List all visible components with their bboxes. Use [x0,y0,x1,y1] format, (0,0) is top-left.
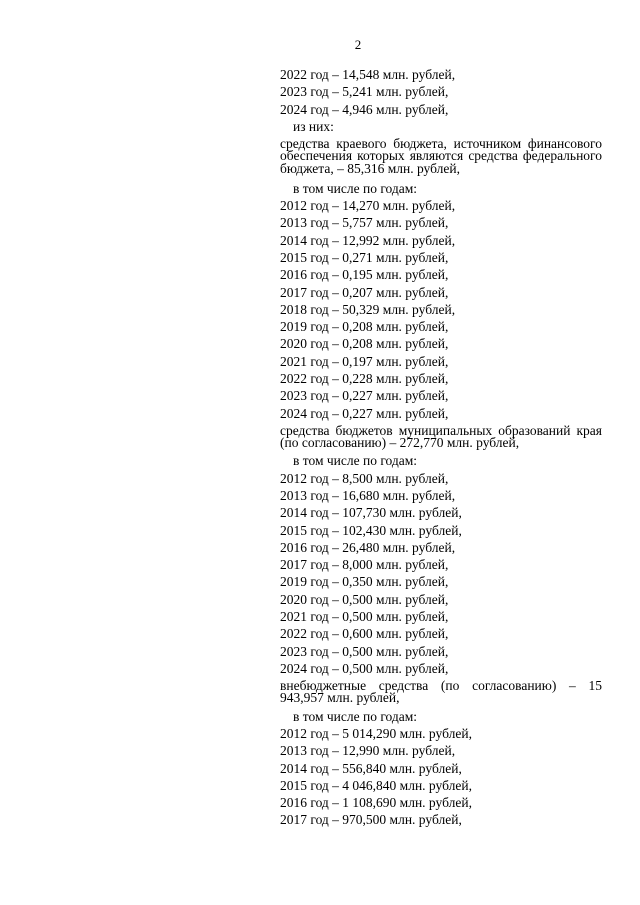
municipal-year-line: 2021 год – 0,500 млн. рублей, [280,609,449,625]
offbudget-year-line: 2015 год – 4 046,840 млн. рублей, [280,777,472,793]
federal-year-line: 2015 год – 0,271 млн. рублей, [280,249,449,265]
municipal-year-line: 2022 год – 0,600 млн. рублей, [280,626,449,642]
federal-year-line: 2021 год – 0,197 млн. рублей, [280,353,449,369]
year-line-2022: 2022 год – 14,548 млн. рублей, [280,67,456,82]
municipal-year-line: 2016 год – 26,480 млн. рублей, [280,539,456,555]
federal-year-line: 2017 год – 0,207 млн. рублей, [280,284,449,300]
municipal-year-line: 2014 год – 107,730 млн. рублей, [280,505,462,521]
offbudget-year-line: 2014 год – 556,840 млн. рублей, [280,760,462,776]
offbudget-year-line: 2012 год – 5 014,290 млн. рублей, [280,725,472,741]
municipal-funds-paragraph: средства бюджетов муниципальных образований края (по согласованию) – 272,770 млн. рублей, [280,422,602,451]
municipal-year-line: 2013 год – 16,680 млн. рублей, [280,487,456,503]
document-body [280,66,602,829]
offbudget-year-line: 2016 год – 1 108,690 млн. рублей, [280,795,472,811]
municipal-year-line: 2012 год – 8,500 млн. рублей, [280,470,449,486]
federal-year-line: 2019 год – 0,208 млн. рублей, [280,319,449,335]
in-years-label: в том числе по годам: [293,180,418,196]
municipal-year-line: 2019 год – 0,350 млн. рублей, [280,574,449,590]
federal-year-line: 2013 год – 5,757 млн. рублей, [280,215,449,231]
federal-year-line: 2023 год – 0,227 млн. рублей, [280,388,449,404]
federal-funds-paragraph: средства краевого бюджета, источником финансового обеспечения которых являются средства федерального бюджета, – 85,316 млн. рублей, [280,136,602,176]
page-number: 2 [354,37,362,52]
federal-year-line: 2018 год – 50,329 млн. рублей, [280,301,456,317]
municipal-year-line: 2015 год – 102,430 млн. рублей, [280,522,462,538]
federal-year-line: 2012 год – 14,270 млн. рублей, [280,198,456,214]
federal-year-line: 2022 год – 0,228 млн. рублей, [280,371,449,387]
year-line-2023: 2023 год – 5,241 млн. рублей, [280,84,449,100]
federal-year-line: 2014 год – 12,992 млн. рублей, [280,232,456,248]
offbudget-year-line: 2017 год – 970,500 млн. рублей, [280,812,462,828]
offbudget-funds-paragraph: внебюджетные средства (по согласованию) – 15 943,957 млн. рублей, [280,678,602,706]
federal-year-line: 2016 год – 0,195 млн. рублей, [280,267,449,283]
municipal-year-line: 2024 год – 0,500 млн. рублей, [280,660,449,676]
year-line-2024: 2024 год – 4,946 млн. рублей, [280,101,449,117]
municipal-year-line: 2023 год – 0,500 млн. рублей, [280,643,449,659]
municipal-year-line: 2020 год – 0,500 млн. рублей, [280,591,449,607]
offbudget-year-line: 2013 год – 12,990 млн. рублей, [280,743,456,759]
federal-year-line: 2024 год – 0,227 млн. рублей, [280,405,449,421]
federal-year-line: 2020 год – 0,208 млн. рублей, [280,336,449,352]
in-years-label: в том числе по годам: [293,453,418,469]
in-years-label: в том числе по годам: [293,708,418,724]
municipal-year-line: 2017 год – 8,000 млн. рублей, [280,557,449,573]
of-which-label: из них: [293,118,334,134]
